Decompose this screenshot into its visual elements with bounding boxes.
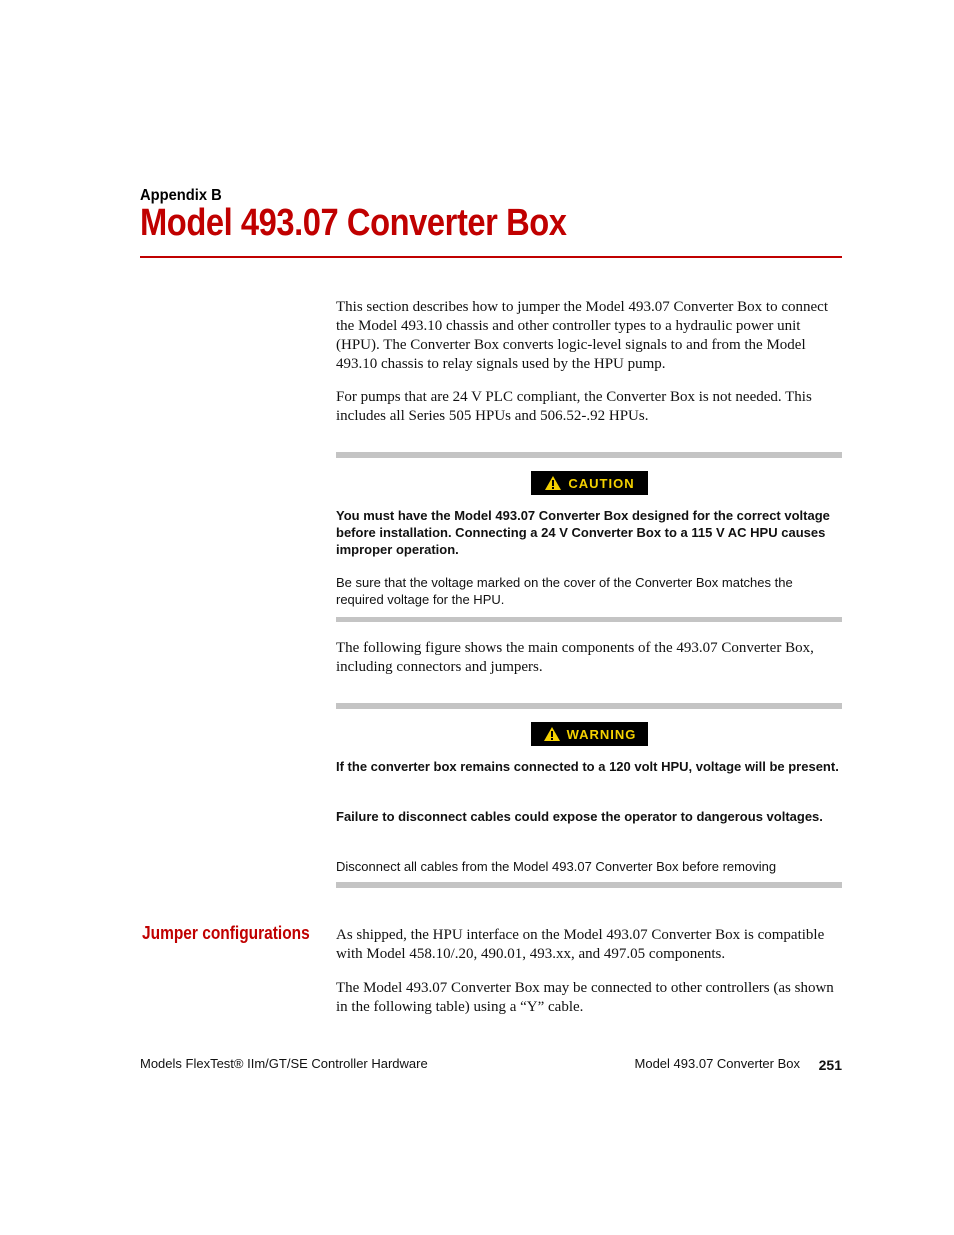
appendix-label: Appendix B [140,187,222,204]
caution-label: CAUTION [568,475,635,491]
caution-text: Be sure that the voltage marked on the cover of the Converter Box matches the required voltage for the HPU. [336,575,793,607]
warning-bold-text-1: If the converter box remains connected to a 120 volt HPU, voltage will be present. [336,759,839,774]
page-title: Model 493.07 Converter Box [140,202,567,244]
warning-text: Disconnect all cables from the Model 493.07 Converter Box before removing [336,859,777,874]
caution-bottom-bar [336,617,842,622]
caution-top-bar [336,452,842,458]
footer-doc-title: Models FlexTest® IIm/GT/SE Controller Hardware [140,1056,428,1071]
caution-badge [531,471,648,495]
warning-triangle-icon [543,726,561,742]
warning-bottom-bar [336,882,842,888]
warning-label: WARNING [566,726,637,742]
footer-chapter-title: Model 493.07 Converter Box [634,1056,800,1071]
warning-top-bar [336,703,842,709]
figure-note: The following figure shows the main components of the 493.07 Converter Box, including connectors and jumpers. [336,640,814,675]
warning-triangle-icon [544,475,562,491]
jumper-paragraph-2: The Model 493.07 Converter Box may be connected to other controllers (as shown in the following table) using a “Y” cable. [336,980,834,1015]
warning-bold-text-2: Failure to disconnect cables could expose the operator to dangerous voltages. [336,809,823,824]
jumper-paragraph-1: As shipped, the HPU interface on the Model 493.07 Converter Box is compatible with Model 458.10/.20, 490.01, 493.xx, and 497.05 components. [336,927,825,962]
intro-paragraph-1: This section describes how to jumper the Model 493.07 Converter Box to connect the Model 493.10 chassis and other controller types to a hydraulic power unit (HPU). The Converter Box converts logic-level signals to and from the Model 493.10 chassis to relay signals used by the HPU pump. [336,299,828,372]
page-number: 251 [818,1057,842,1073]
caution-bold-text: You must have the Model 493.07 Converter Box designed for the correct voltage before installation. Connecting a 24 V Converter Box to a 115 V AC HPU causes improper operation. [336,508,830,557]
warning-badge [531,722,648,746]
section-heading-jumper-configurations: Jumper configurations [142,923,310,943]
title-rule [140,256,842,258]
intro-paragraph-2: For pumps that are 24 V PLC compliant, the Converter Box is not needed. This includes all Series 505 HPUs and 506.52-.92 HPUs. [336,389,812,424]
